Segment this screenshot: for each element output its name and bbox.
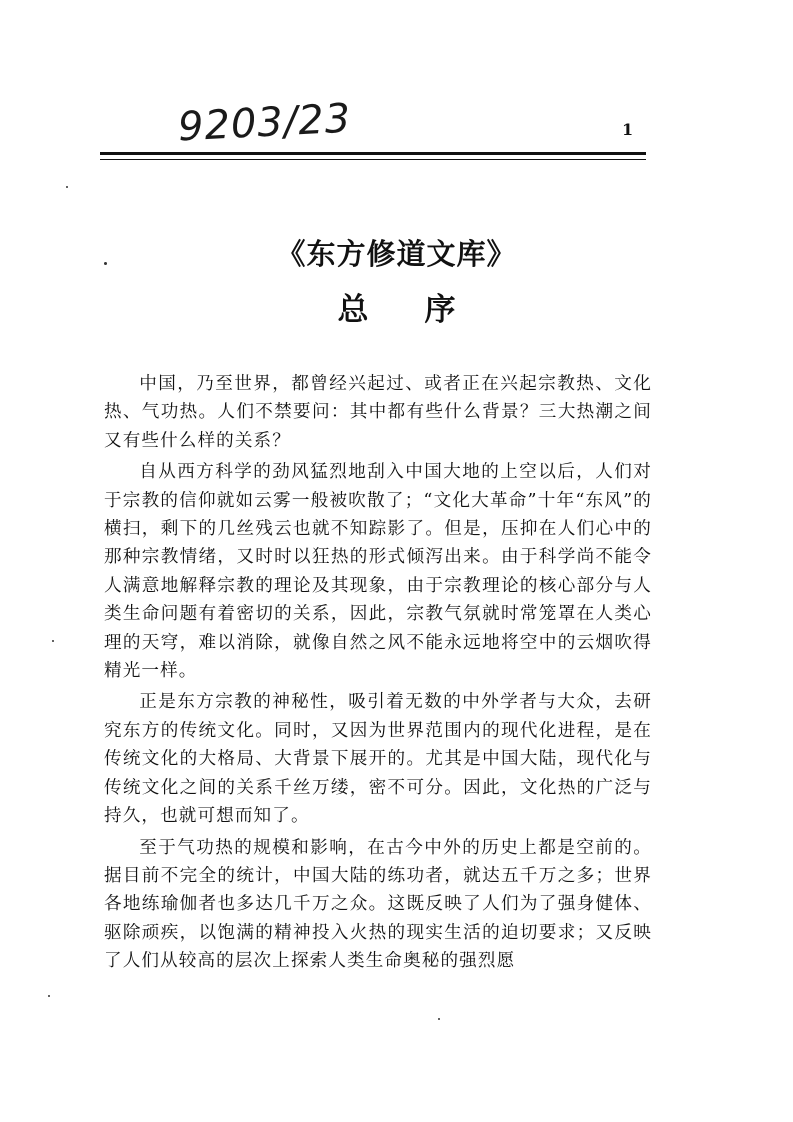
book-series-title: 《东方修道文库》	[276, 237, 517, 271]
scan-speck	[48, 995, 50, 997]
scan-speck	[52, 640, 54, 642]
scan-speck	[66, 186, 68, 188]
paragraph: 正是东方宗教的神秘性，吸引着无数的中外学者与大众，去研究东方的传统文化。同时，又因为世界范围内的现代化进程，是在传统文化的大格局、大背景下展开的。尤其是中国大陆，现代化与传统文化之间的关系千丝万缕，密不可分。因此，文化热的广泛与持久，也就可想而知了。	[104, 692, 652, 827]
handwritten-catalog-mark: 9203/23	[176, 95, 353, 151]
paragraph: 至于气功热的规模和影响，在古今中外的历史上都是空前的。据目前不完全的统计，中国大陆的练功者，就达五千万之多；世界各地练瑜伽者也多达几千万之众。这既反映了人们为了强身健体、驱除顽疾，以饱满的精神投入火热的现实生活的迫切要求；又反映了人们从较高的层次上探索人类生命奥秘的强烈愿	[104, 837, 652, 972]
page-number: 1	[622, 120, 634, 139]
scan-speck	[438, 1018, 440, 1020]
header-rule-thin	[100, 159, 646, 160]
preface-body	[104, 370, 652, 979]
preface-heading: 总序	[337, 292, 512, 328]
paragraph: 自从西方科学的劲风猛烈地刮入中国大地的上空以后，人们对于宗教的信仰就如云雾一般被吹散了；“文化大革命”十年“东风”的横扫，剩下的几丝残云也就不知踪影了。但是，压抑在人们心中的那种宗教情绪，又时时以狂热的形式倾泻出来。由于科学尚不能令人满意地解释宗教的理论及其现象，由于宗教理论的核心部分与人类生命问题有着密切的关系，因此，宗教气氛就时常笼罩在人类心理的天穹，难以消除，就像自然之风不能永远地将空中的云烟吹得精光一样。	[104, 462, 652, 682]
header-rule-thick	[100, 152, 646, 155]
paragraph: 中国，乃至世界，都曾经兴起过、或者正在兴起宗教热、文化热、气功热。人们不禁要问：其中都有些什么背景？三大热潮之间又有些什么样的关系？	[104, 374, 652, 451]
